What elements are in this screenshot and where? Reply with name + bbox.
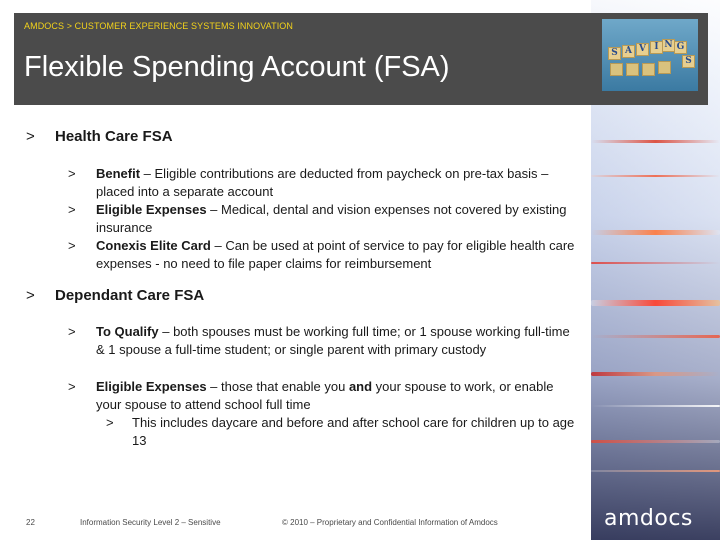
bullet-arrow: >: [26, 287, 35, 304]
letter-block: [642, 63, 655, 76]
item-term: Eligible Expenses: [96, 379, 207, 394]
list-item: [68, 201, 578, 237]
letter-block: N: [662, 39, 675, 52]
bullet-arrow: >: [68, 166, 76, 181]
light-streak: [591, 372, 720, 376]
letter-block: G: [674, 41, 687, 54]
light-streak: [591, 140, 720, 143]
letter-block: A: [622, 45, 635, 58]
bullet-arrow: >: [68, 379, 76, 394]
slide-title: Flexible Spending Account (FSA): [24, 51, 450, 83]
item-emphasis: and: [348, 379, 373, 394]
light-streak: [591, 230, 720, 235]
letter-block: I: [650, 41, 663, 54]
light-streak: [591, 300, 720, 306]
item-term: Eligible Expenses: [96, 202, 207, 217]
item-term: To Qualify: [96, 324, 159, 339]
item-text: – Can be used at point of service to pay for eligible health care expenses - no need to file paper claims for reimbursement: [96, 238, 575, 271]
list-item: [68, 378, 578, 414]
item-text: This includes daycare and before and after school care for children up to age 13: [132, 415, 575, 448]
letter-block: [626, 63, 639, 76]
bullet-arrow: >: [68, 324, 76, 339]
list-item: [68, 323, 578, 359]
item-text: – Eligible contributions are deducted from paycheck on pre-tax basis – placed into a separate account: [96, 166, 549, 199]
light-streak: [591, 440, 720, 443]
bullet-arrow: >: [106, 415, 114, 430]
bullet-arrow: >: [68, 238, 76, 253]
sub-list-item: [106, 414, 582, 450]
light-streak: [591, 262, 720, 264]
light-streak: [591, 470, 720, 472]
copyright-notice: © 2010 – Proprietary and Confidential Information of Amdocs: [282, 518, 498, 527]
item-text: your spouse to work, or enable your spouse to attend school full time: [96, 379, 554, 412]
heading-text: Dependant Care FSA: [55, 287, 205, 304]
amdocs-logo: amdocs: [604, 506, 693, 531]
letter-block: S: [682, 55, 695, 68]
light-streak: [591, 405, 720, 407]
letter-block: [610, 63, 623, 76]
breadcrumb: AMDOCS > CUSTOMER EXPERIENCE SYSTEMS INNOVATION: [24, 21, 293, 31]
letter-block: S: [608, 47, 621, 60]
page-number: 22: [26, 518, 35, 527]
savings-blocks-image: [602, 19, 698, 91]
light-streak: [591, 335, 720, 338]
heading-text: Health Care FSA: [55, 128, 173, 145]
item-text: – both spouses must be working full time; or 1 spouse working full-time & 1 spouse a full-time student; or single parent with primary custody: [96, 324, 570, 357]
item-term: Conexis Elite Card: [96, 238, 211, 253]
list-item: [68, 165, 578, 201]
light-streak: [591, 175, 720, 177]
item-text: – those that enable you: [206, 379, 349, 394]
item-text: – Medical, dental and vision expenses not covered by existing insurance: [96, 202, 567, 235]
bullet-arrow: >: [26, 128, 35, 145]
letter-block: [658, 61, 671, 74]
list-item: [68, 237, 578, 273]
item-term: Benefit: [96, 166, 141, 181]
security-label: Information Security Level 2 – Sensitive: [80, 518, 221, 527]
letter-block: V: [636, 43, 649, 56]
bullet-arrow: >: [68, 202, 76, 217]
